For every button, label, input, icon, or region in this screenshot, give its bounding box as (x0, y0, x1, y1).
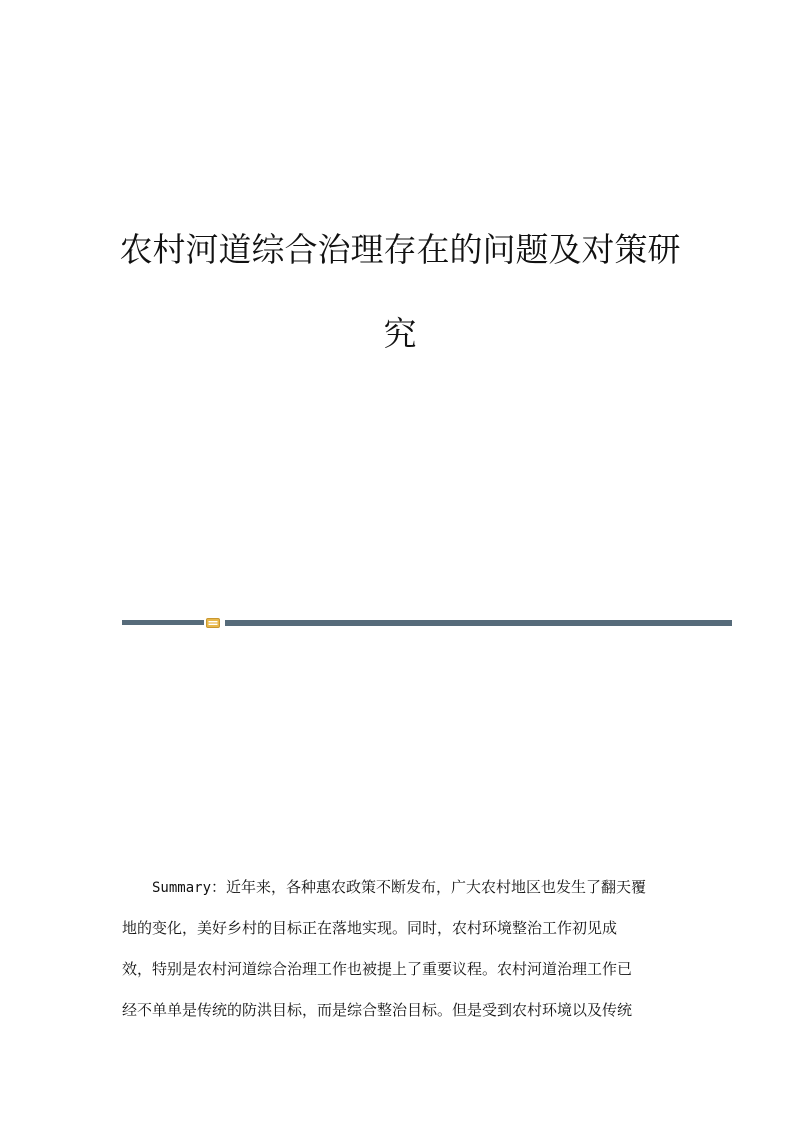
document-title-line-1: 农村河道综合治理存在的问题及对策研 (119, 230, 681, 269)
document-title-line-2: 究 (383, 314, 417, 353)
abstract-label: Summary (152, 880, 212, 896)
abstract-separator: ： (211, 878, 227, 896)
abstract-line: 效，特别是农村河道综合治理工作也被提上了重要议程。农村河道治理工作已 (122, 960, 633, 978)
abstract-line: 经不单单是传统的防洪目标，而是综合整治目标。但是受到农村环境以及传统 (122, 1001, 633, 1019)
divider-bar-right (225, 620, 732, 626)
abstract-line: 地的变化，美好乡村的目标正在落地实现。同时，农村环境整治工作初见成 (122, 919, 618, 937)
divider-ornament-icon (206, 618, 220, 628)
abstract-line (122, 872, 682, 902)
abstract (122, 872, 682, 1036)
section-divider (122, 619, 732, 627)
abstract-text: 近年来，各种惠农政策不断发布，广大农村地区也发生了翻天覆 (226, 878, 647, 896)
divider-bar-left (122, 620, 204, 625)
